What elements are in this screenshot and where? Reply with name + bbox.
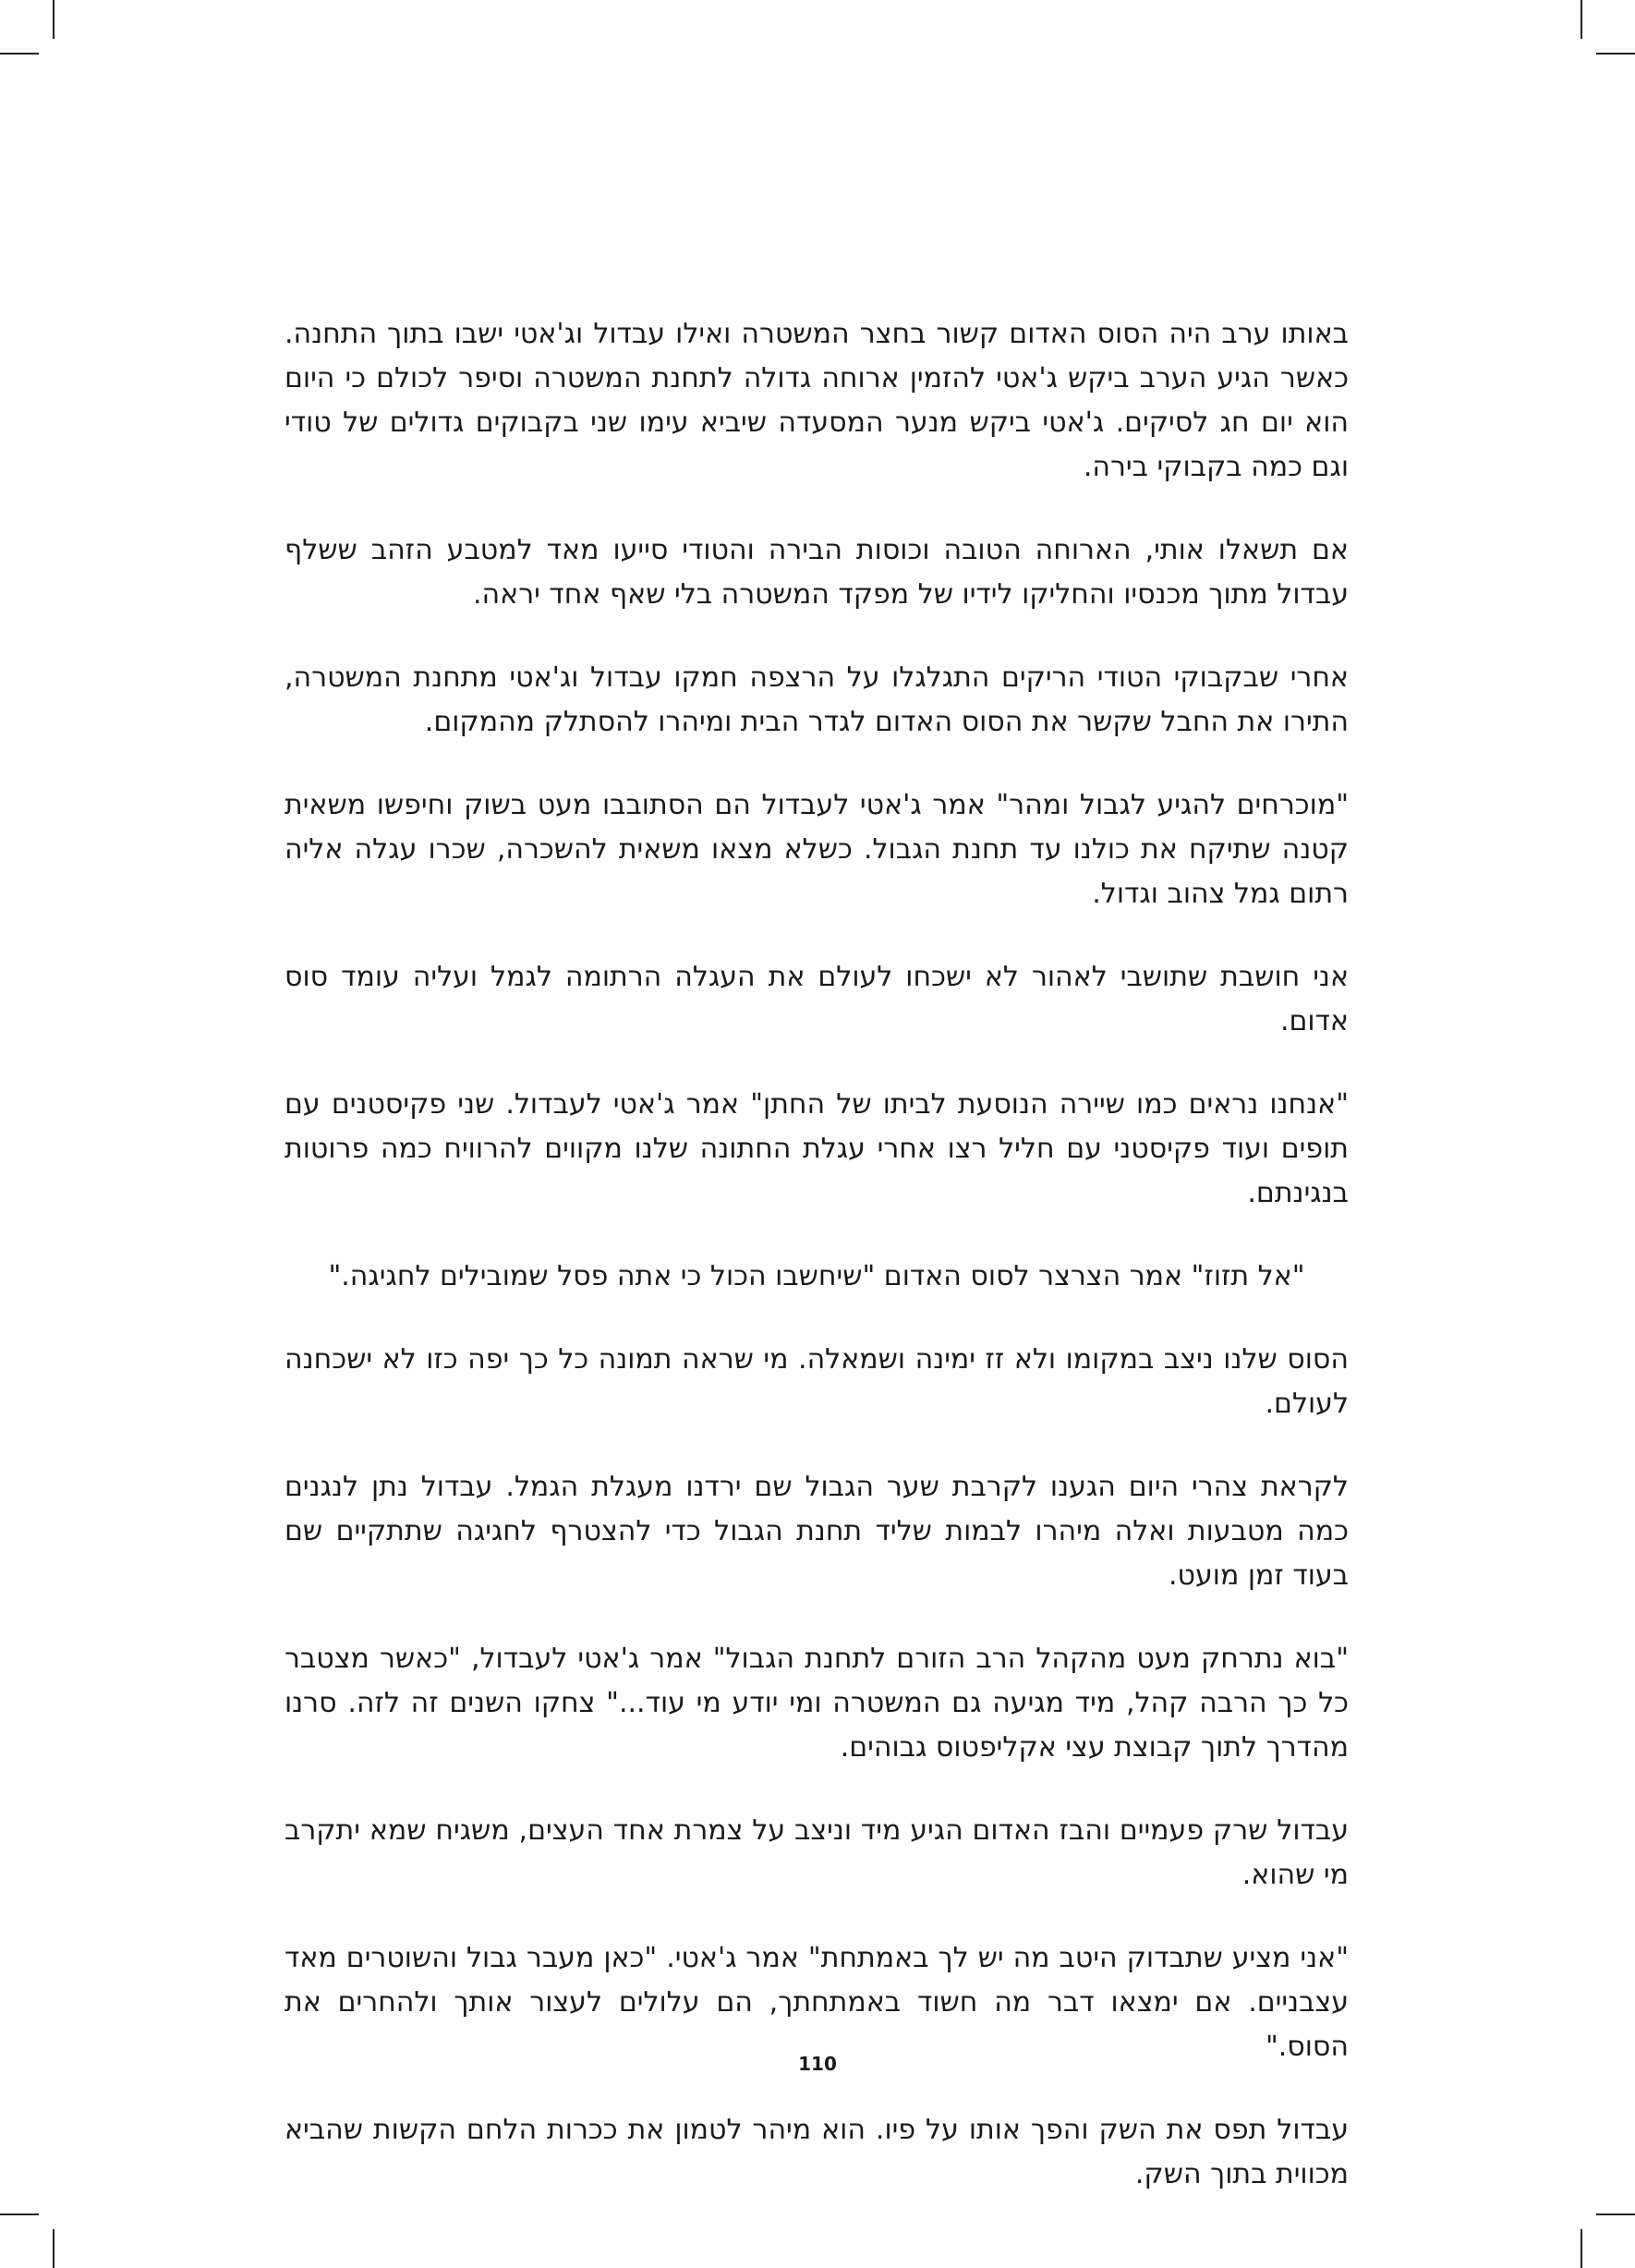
paragraph-1: באותו ערב היה הסוס האדום קשור בחצר המשטרה ואילו עבדול וג'אטי ישבו בתוך התחנה. כאשר הגיע הערב ביקש ג'אטי להזמין ארוחה גדולה לתחנת המשטרה וסיפר לכולם כי היום הוא יום חג לסיקים. ג'אטי ביקש מנער המסעדה שיביא עימו שני בקבוקים גדולים של טודי וגם כמה בקבוקי בירה.	[285, 318, 1349, 483]
crop-mark-top-left-h	[0, 53, 39, 55]
crop-mark-top-left	[53, 0, 54, 39]
paragraph-7: "אל תזוז" אמר הצרצר לסוס האדום "שיחשבו הכול כי אתה פסל שמובילים לחגיגה."	[328, 1260, 1305, 1292]
crop-mark-bottom-left	[53, 2229, 54, 2268]
page-number: 110	[798, 2053, 837, 2075]
crop-mark-bottom-right	[1580, 2229, 1582, 2268]
paragraph-2: אם תשאלו אותי, הארוחה הטובה וכוסות הבירה והטודי סייעו מאד למטבע הזהב ששלף עבדול מתוך מכנסיו והחליקו לידיו של מפקד המשטרה בלי שאף אחד יראה.	[285, 534, 1349, 611]
crop-mark-bottom-right-h	[1596, 2213, 1635, 2215]
paragraph-12: "אני מציע שתבדוק היטב מה יש לך באמתחת" אמר ג'אטי. "כאן מעבר גבול והשוטרים מאד עצבניים. אם ימצאו דבר מה חשוד באמתחתך, הם עלולים לעצור אותך ולהחרים את הסוס."	[285, 1942, 1349, 2063]
paragraph-5: אני חושבת שתושבי לאהור לא ישכחו לעולם את העגלה הרתומה לגמל ועליה עומד סוס אדום.	[285, 961, 1349, 1037]
paragraph-4: "מוכרחים להגיע לגבול ומהר" אמר ג'אטי לעבדול הם הסתובבו מעט בשוק וחיפשו משאית קטנה שתיקח את כולנו עד תחנת הגבול. כשלא מצאו משאית להשכרה, שכרו עגלה אליה רתום גמל צהוב וגדול.	[285, 789, 1349, 910]
paragraph-6: "אנחנו נראים כמו שיירה הנוסעת לביתו של החתן" אמר ג'אטי לעבדול. שני פקיסטנים עם תופים ועוד פקיסטני עם חליל רצו אחרי עגלת החתונה שלנו מקווים להרוויח כמה פרוטות בנגינתם.	[285, 1088, 1349, 1209]
paragraph-13: עבדול תפס את השק והפך אותו על פיו. הוא מיהר לטמון את ככרות הלחם הקשות שהביא מכווית בתוך השק.	[285, 2114, 1349, 2190]
paragraph-9: לקראת צהרי היום הגענו לקרבת שער הגבול שם ירדנו מעגלת הגמל. עבדול נתן לנגנים כמה מטבעות ואלה מיהרו לבמות שליד תחנת הגבול כדי להצטרף לחגיגה שתתקיים שם בעוד זמן מועט.	[285, 1471, 1349, 1592]
crop-mark-top-right	[1580, 0, 1582, 39]
body-text	[285, 312, 1349, 2236]
crop-mark-top-right-h	[1596, 53, 1635, 55]
paragraph-8: הסוס שלנו ניצב במקומו ולא זז ימינה ושמאלה. מי שראה תמונה כל כך יפה כזו לא ישכחנה לעולם.	[285, 1343, 1349, 1420]
paragraph-3: אחרי שבקבוקי הטודי הריקים התגלגלו על הרצפה חמקו עבדול וג'אטי מתחנת המשטרה, התירו את החבל שקשר את הסוס האדום לגדר הבית ומיהרו להסתלק מהמקום.	[285, 661, 1349, 738]
paragraph-11: עבדול שרק פעמיים והבז האדום הגיע מיד וניצב על צמרת אחד העצים, משגיח שמא יתקרב מי שהוא.	[285, 1814, 1349, 1891]
crop-mark-bottom-left-h	[0, 2213, 39, 2215]
paragraph-10: "בוא נתרחק מעט מהקהל הרב הזורם לתחנת הגבול" אמר ג'אטי לעבדול, "כאשר מצטבר כל כך הרבה קהל, מיד מגיעה גם המשטרה ומי יודע מי עוד..." צחקו השנים זה לזה. סרנו מהדרך לתוך קבוצת עצי אקליפטוס גבוהים.	[285, 1643, 1349, 1764]
